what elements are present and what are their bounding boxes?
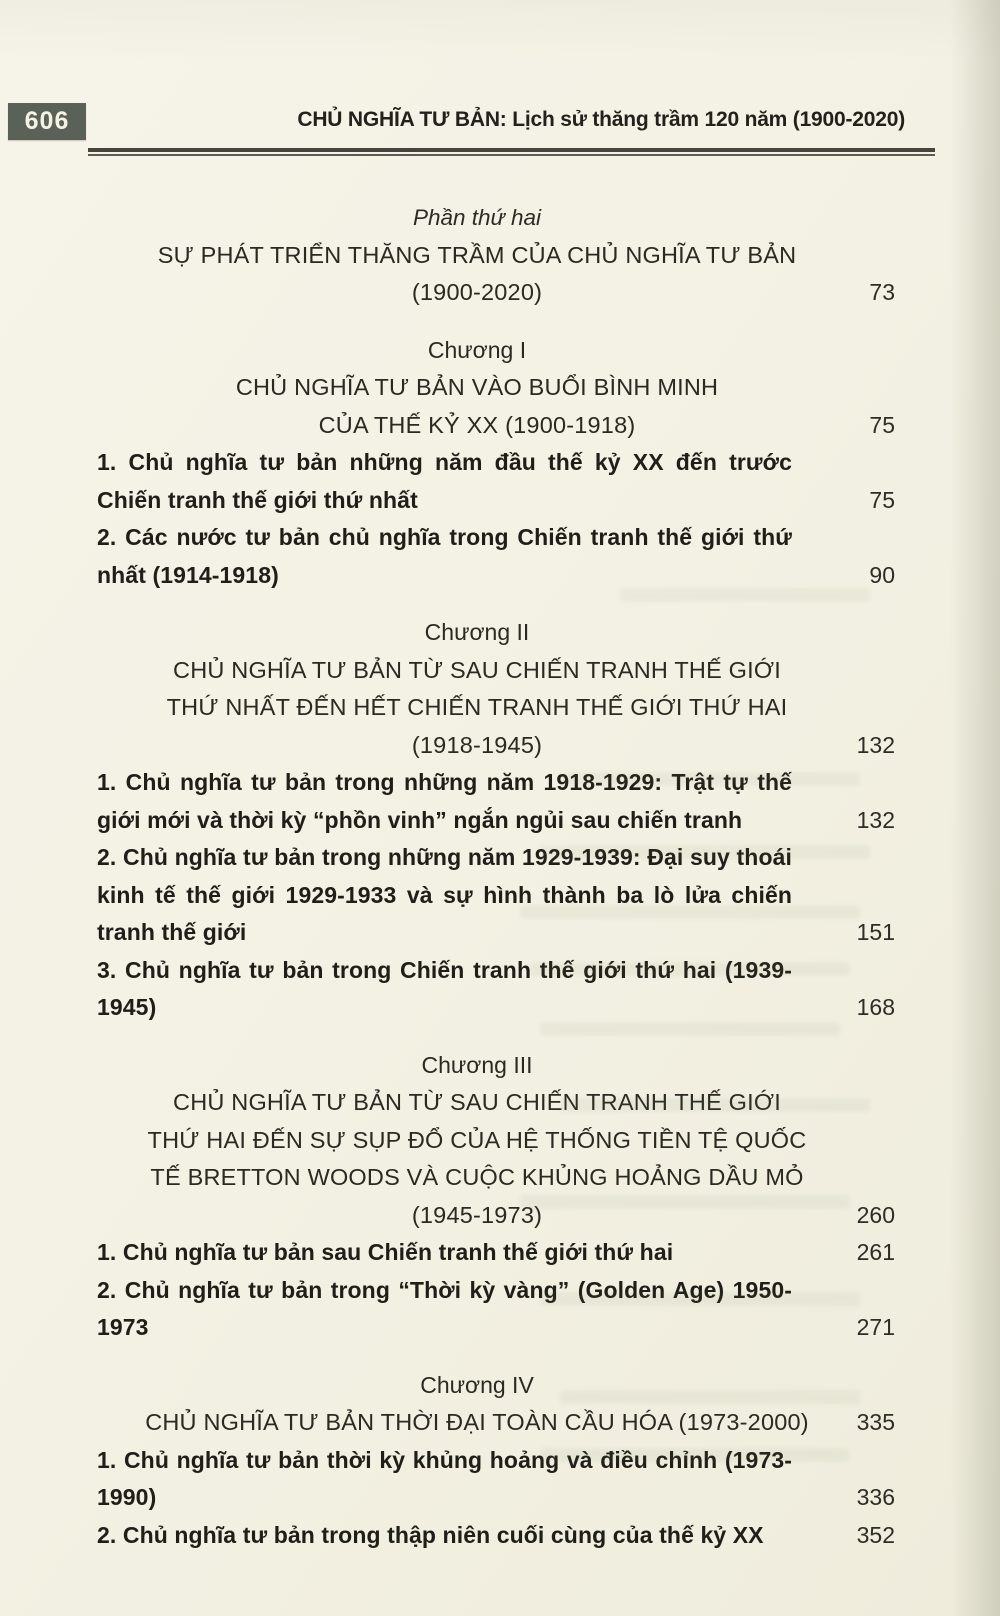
toc-entry <box>97 1442 895 1517</box>
page-ref: 352 <box>856 1521 895 1548</box>
page-ref: 260 <box>856 1201 895 1228</box>
chapter-tail-row <box>97 1404 895 1442</box>
toc-entry <box>97 519 895 594</box>
scan-shade-top <box>0 0 1000 60</box>
chapter-tail: CỦA THẾ KỶ XX (1900-1918) <box>318 411 636 438</box>
entry-text: 2. Các nước tư bản chủ nghĩa trong Chiến tranh thế giới thứ nhất (1914-1918) <box>97 524 792 588</box>
page-ref: 132 <box>856 731 895 758</box>
entry-text: 1. Chủ nghĩa tư bản những năm đầu thế kỷ XX đến trước Chiến tranh thế giới thứ nhất <box>97 449 792 513</box>
toc-entry <box>97 839 895 952</box>
header-rule-thick <box>88 148 935 152</box>
entry-text: 3. Chủ nghĩa tư bản trong Chiến tranh thế giới thứ hai (1939-1945) <box>97 956 792 1020</box>
table-of-contents <box>97 199 895 1554</box>
toc-entry <box>97 1517 895 1555</box>
chapter-title-line: CHỦ NGHĨA TƯ BẢN VÀO BUỔI BÌNH MINH <box>235 374 719 400</box>
entry-text: 1. Chủ nghĩa tư bản thời kỳ khủng hoảng và điều chỉnh (1973-1990) <box>97 1446 792 1510</box>
chapter-title-line: CHỦ NGHĨA TƯ BẢN TỪ SAU CHIẾN TRANH THẾ GIỚI <box>173 1089 781 1115</box>
toc-chapter-1 <box>97 332 895 595</box>
toc-part <box>97 199 895 312</box>
chapter-tail: (1918-1945) <box>411 731 543 758</box>
chapter-title-line: TẾ BRETTON WOODS VÀ CUỘC KHỦNG HOẢNG DẦU MỎ <box>150 1164 804 1190</box>
part-tail: (1900-2020) <box>411 279 543 305</box>
entry-text: 1. Chủ nghĩa tư bản trong những năm 1918-1929: Trật tự thế giới mới và thời kỳ “phồn vinh” ngắn ngủi sau chiến tranh <box>97 769 792 833</box>
page-ref: 271 <box>856 1314 895 1340</box>
part-label: Phần thứ hai <box>412 205 542 230</box>
chapter-tail: (1945-1973) <box>411 1201 543 1228</box>
page-number: 606 <box>24 107 70 135</box>
part-tail-row <box>97 274 895 312</box>
toc-entry <box>97 764 895 839</box>
scan-shade-right <box>950 0 1000 1616</box>
toc-entry <box>97 952 895 1027</box>
entry-text: 2. Chủ nghĩa tư bản trong thập niên cuối cùng của thế kỷ XX <box>97 1521 764 1548</box>
running-title: CHỦ NGHĨA TƯ BẢN: Lịch sử thăng trầm 120 năm (1900-2020) <box>297 108 905 131</box>
part-title: SỰ PHÁT TRIỂN THĂNG TRẦM CỦA CHỦ NGHĨA TƯ BẢN <box>157 241 797 268</box>
chapter-label: Chương I <box>427 336 527 363</box>
page-ref: 132 <box>856 806 895 833</box>
chapter-title-line: CHỦ NGHĨA TƯ BẢN TỪ SAU CHIẾN TRANH THẾ GIỚI <box>173 656 781 683</box>
chapter-title-line: THỨ NHẤT ĐẾN HẾT CHIẾN TRANH THẾ GIỚI THỨ HAI <box>166 694 788 720</box>
toc-entry <box>97 1234 895 1272</box>
page-ref: 90 <box>869 561 895 588</box>
page-ref: 335 <box>856 1409 895 1435</box>
chapter-tail-row <box>97 1197 895 1235</box>
chapter-tail-row <box>97 407 895 445</box>
toc-chapter-3 <box>97 1047 895 1347</box>
entry-text: 2. Chủ nghĩa tư bản trong “Thời kỳ vàng” (Golden Age) 1950-1973 <box>97 1276 792 1340</box>
toc-entry <box>97 444 895 519</box>
page-number-badge <box>8 103 86 140</box>
page-ref: 261 <box>856 1239 895 1265</box>
page-ref: 75 <box>869 486 895 513</box>
page-ref: 151 <box>856 919 895 945</box>
chapter-tail: CHỦ NGHĨA TƯ BẢN THỜI ĐẠI TOÀN CẦU HÓA (1973-2000) <box>145 1409 809 1435</box>
header-rule <box>88 148 935 156</box>
chapter-label: Chương III <box>421 1051 533 1078</box>
page-ref: 168 <box>856 994 895 1020</box>
header-rule-thin <box>88 154 935 156</box>
entry-text: 2. Chủ nghĩa tư bản trong những năm 1929-1939: Đại suy thoái kinh tế thế giới 1929-1933 và sự hình thành ba lò lửa chiến tranh thế giới <box>97 844 792 945</box>
page-ref: 73 <box>869 279 895 305</box>
chapter-tail-row <box>97 727 895 765</box>
chapter-label: Chương II <box>424 619 530 645</box>
chapter-label: Chương IV <box>420 1371 534 1398</box>
page-ref: 75 <box>869 411 895 438</box>
page-ref: 336 <box>856 1484 895 1510</box>
entry-text: 1. Chủ nghĩa tư bản sau Chiến tranh thế giới thứ hai <box>97 1239 674 1265</box>
toc-entry <box>97 1272 895 1347</box>
chapter-title-line: THỨ HAI ĐẾN SỰ SỤP ĐỔ CỦA HỆ THỐNG TIỀN TỆ QUỐC <box>147 1126 807 1153</box>
toc-chapter-4 <box>97 1367 895 1555</box>
toc-chapter-2 <box>97 614 895 1027</box>
